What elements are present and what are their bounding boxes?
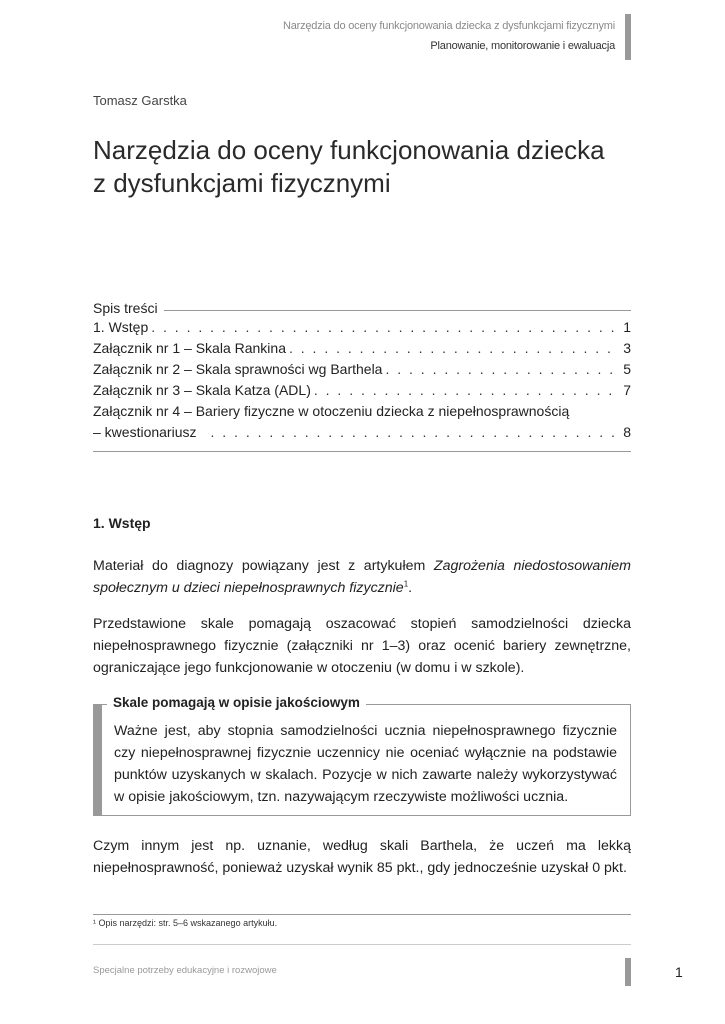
toc-entry-label: – kwestionariusz: [93, 424, 197, 440]
toc-entry-page: 5: [623, 361, 631, 377]
title-line-2: z dysfunkcjami fizycznymi: [93, 168, 391, 198]
running-header-title: Narzędzia do oceny funkcjonowania dziecka z dysfunkcjami fizycznymi: [282, 20, 615, 32]
toc-entry[interactable]: [93, 424, 631, 445]
toc-top-rule: [164, 310, 631, 311]
toc-leader: [151, 319, 620, 335]
callout-text: Ważne jest, aby stopnia samodzielności ucznia niepełnosprawnego fizycznie czy niepełnosprawnej fizycznie uczennicy nie oceniać wyłącznie na podstawie punktów uzyskanych w skalach. Pozycje w nich zawarte należy wykorzystywać w opisie jakościowym, tzn. nazywającym rzeczywiste możliwości ucznia.: [114, 723, 617, 805]
toc-entry-page: 8: [623, 424, 631, 440]
section-heading: 1. Wstęp: [93, 515, 151, 531]
callout-box: [93, 695, 631, 816]
callout-side-bar: [93, 704, 102, 816]
toc-leader: [385, 361, 620, 377]
footer-accent-bar: [625, 958, 631, 986]
footnote-rule: [93, 914, 631, 915]
scales-paragraph: Przedstawione skale pomagają oszacować stopień samodzielności dziecka niepełnosprawnego fizycznie (załączniki nr 1–3) oraz ocenić bariery zewnętrzne, ograniczające jego funkcjonowanie w otoczeniu (w domu i w szkole).: [93, 616, 631, 676]
toc-header: [93, 297, 631, 319]
footer-rule: [93, 944, 631, 945]
footnote: ¹ Opis narzędzi: str. 5–6 wskazanego artykułu.: [93, 918, 278, 928]
toc-entry-label: Załącznik nr 3 – Skala Katza (ADL): [93, 382, 311, 398]
toc-heading: Spis treści: [93, 300, 158, 316]
footnote-ref[interactable]: 1: [403, 579, 409, 589]
barthel-paragraph: Czym innym jest np. uznanie, według skali Barthela, że uczeń ma lekką niepełnosprawność, ponieważ uzyskał wynik 85 pkt., gdy jednocześnie uzyskał 0 pkt.: [93, 838, 631, 876]
toc-leader: [314, 382, 620, 398]
toc-leader: [211, 424, 621, 440]
toc-entry-label: Załącznik nr 1 – Skala Rankina: [93, 340, 286, 356]
running-header-section: Planowanie, monitorowanie i ewaluacja: [430, 40, 615, 52]
intro-paragraph: [93, 555, 631, 599]
intro-text: Materiał do diagnozy powiązany jest z artykułem: [93, 558, 434, 574]
toc-entry-page: 3: [623, 340, 631, 356]
toc-entry-label: Załącznik nr 2 – Skala sprawności wg Barthela: [93, 361, 383, 377]
intro-text-end: .: [408, 580, 413, 596]
toc-entry-label: Załącznik nr 4 – Bariery fizyczne w otoczeniu dziecka z niepełnosprawnością: [93, 403, 570, 419]
toc-entry-label: 1. Wstęp: [93, 319, 149, 335]
callout-title: Skale pomagają w opisie jakościowym: [107, 695, 366, 710]
table-of-contents: [93, 297, 631, 452]
header-accent-bar: [625, 14, 631, 60]
toc-leader: [289, 340, 620, 356]
toc-entry[interactable]: [93, 403, 631, 424]
toc-entry[interactable]: [93, 319, 631, 340]
document-title: [93, 134, 653, 200]
page-number: 1: [675, 964, 683, 980]
title-line-1: Narzędzia do oceny funkcjonowania dziecka: [93, 135, 605, 165]
toc-bottom-rule: [93, 451, 631, 452]
article-title: Zagrożenia niedostosowaniem społecznym u dzieci niepełnosprawnych fizycznie: [93, 558, 631, 596]
toc-entry[interactable]: [93, 361, 631, 382]
toc-entry-page: 1: [623, 319, 631, 335]
toc-entry[interactable]: [93, 340, 631, 361]
footer-series-title: Specjalne potrzeby edukacyjne i rozwojowe: [93, 965, 277, 976]
author-name: Tomasz Garstka: [93, 93, 187, 108]
toc-entry-page: 7: [623, 382, 631, 398]
toc-entry[interactable]: [93, 382, 631, 403]
